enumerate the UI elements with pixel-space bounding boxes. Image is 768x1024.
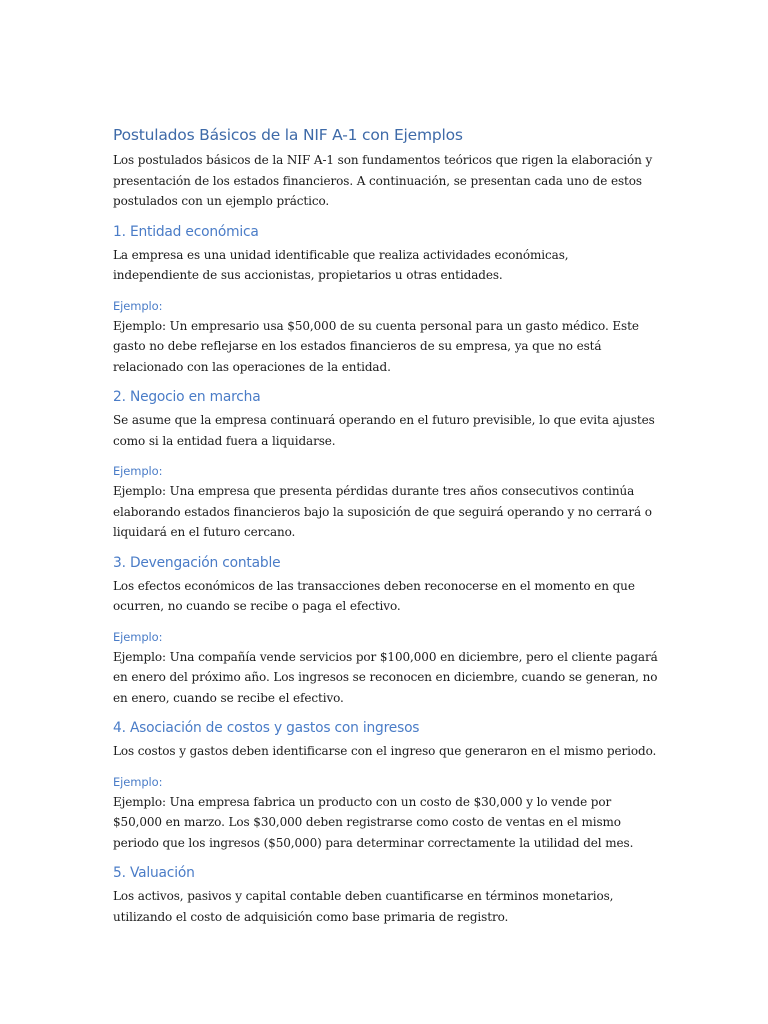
section-text-valuacion: Los activos, pasivos y capital contable deben cuantificarse en términos monetarios, utilizando el costo de adquisición como base primaria de registro. [113, 889, 614, 924]
example-label-asociacion-costos: Ejemplo: [113, 774, 163, 789]
section-heading-entidad-economica: 1. Entidad económica [113, 223, 259, 240]
example-text-entidad-economica: Ejemplo: Un empresario usa $50,000 de su cuenta personal para un gasto médico. Este gasto no debe reflejarse en los estados financieros de su empresa, ya que no está relacionado con las operaciones de la entidad. [113, 318, 639, 374]
document-content [113, 124, 658, 927]
section-text-entidad-economica: La empresa es una unidad identificable que realiza actividades económicas, independiente de sus accionistas, propietarios u otras entidades. [113, 247, 569, 282]
section-text-devengacion-contable: Los efectos económicos de las transacciones deben reconocerse en el momento en que ocurren, no cuando se recibe o paga el efectivo. [113, 578, 635, 613]
section-heading-valuacion: 5. Valuación [113, 865, 195, 881]
section-heading-devengacion-contable: 3. Devengación contable [113, 554, 281, 571]
document-title: Postulados Básicos de la NIF A-1 con Ejemplos [113, 126, 463, 144]
section-text-negocio-en-marcha: Se asume que la empresa continuará operando en el futuro previsible, lo que evita ajustes como si la entidad fuera a liquidarse. [113, 413, 655, 448]
example-label-entidad-economica: Ejemplo: [113, 298, 163, 313]
section-text-asociacion-costos: Los costos y gastos deben identificarse con el ingreso que generaron en el mismo periodo. [113, 744, 657, 758]
section-heading-negocio-en-marcha: 2. Negocio en marcha [113, 389, 261, 405]
example-text-asociacion-costos: Ejemplo: Una empresa fabrica un producto con un costo de $30,000 y lo vende por $50,000 en marzo. Los $30,000 deben registrarse como costo de ventas en el mismo periodo que los ingresos ($50,000) para determinar correctamente la utilidad del mes. [113, 794, 634, 850]
section-heading-asociacion-costos: 4. Asociación de costos y gastos con ingresos [113, 720, 420, 736]
example-text-negocio-en-marcha: Ejemplo: Una empresa que presenta pérdidas durante tres años consecutivos continúa elaborando estados financieros bajo la suposición de que seguirá operando y no cerrará o liquidará en el futuro cercano. [113, 484, 652, 539]
example-text-devengacion-contable: Ejemplo: Una compañía vende servicios por $100,000 en diciembre, pero el cliente pagará en enero del próximo año. Los ingresos se reconocen en diciembre, cuando se generan, no en enero, cuando se recibe el efectivo. [113, 649, 658, 705]
intro-paragraph: Los postulados básicos de la NIF A-1 son fundamentos teóricos que rigen la elaboración y presentación de los estados financieros. A continuación, se presentan cada uno de estos postulados con un ejemplo práctico. [113, 153, 653, 208]
example-label-negocio-en-marcha: Ejemplo: [113, 464, 163, 478]
example-label-devengacion-contable: Ejemplo: [113, 629, 163, 644]
